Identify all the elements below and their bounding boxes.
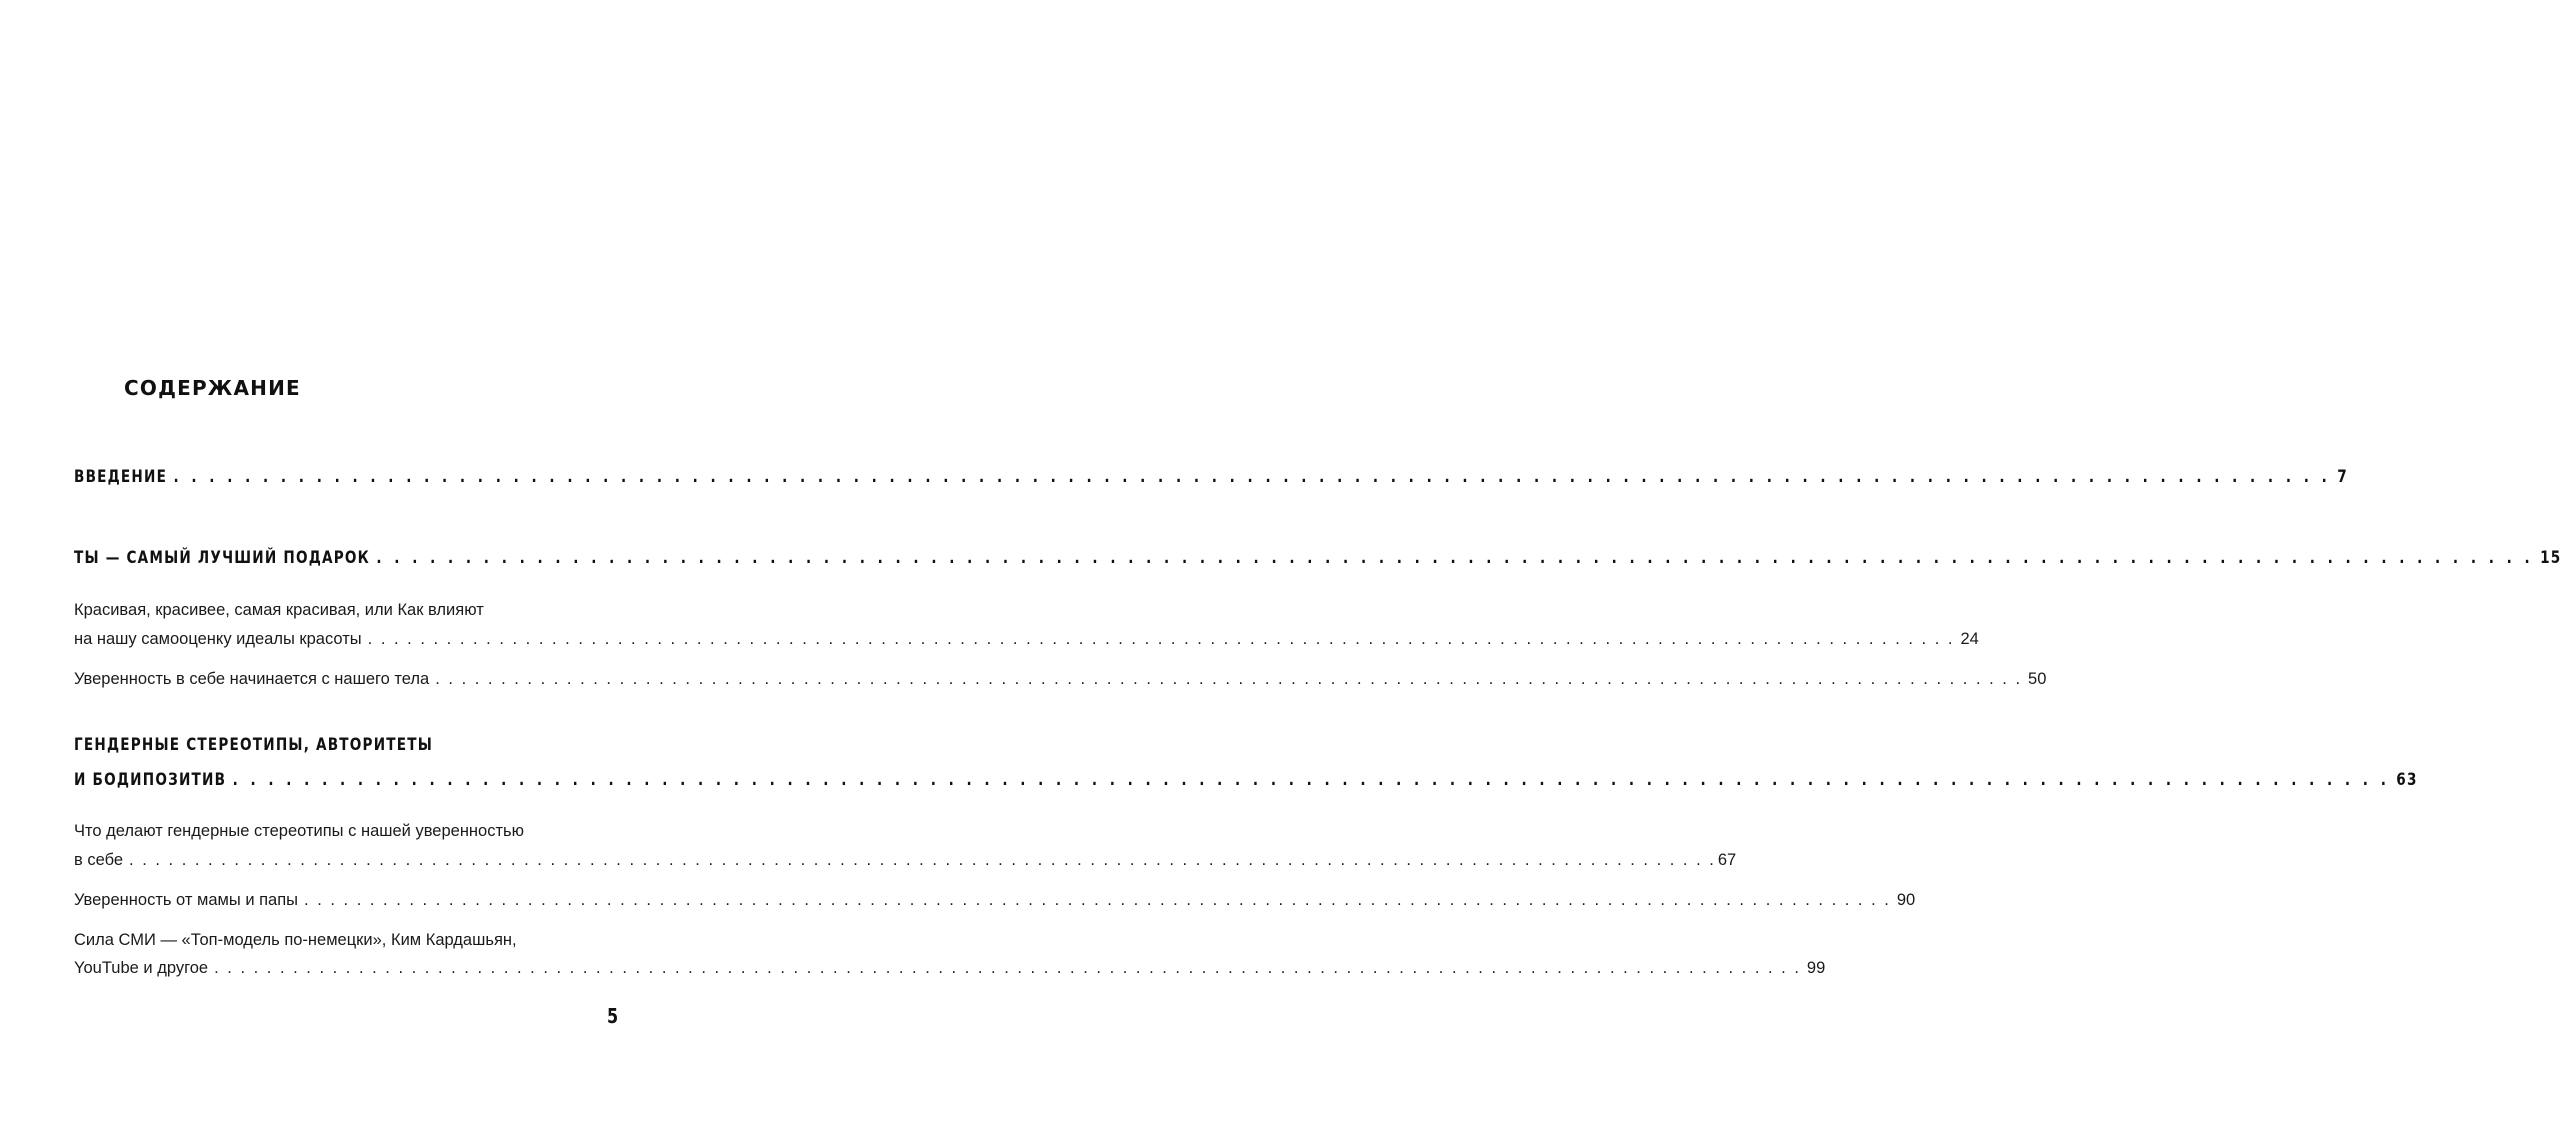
toc-page-number: 15: [2540, 548, 2561, 568]
toc-entry: [74, 630, 1979, 649]
toc-chapter-title: ГЕНДЕРНЫЕ СТЕРЕОТИПЫ, АВТОРИТЕТЫ: [74, 735, 434, 755]
toc-dot-leader: . . . . . . . . . . . . . . . . . . . . . . . . . . . . . . . . . . . . . . . . . . . . . . . . . . . . . . . . . . . . . . . . . . . . . . . . . . . . . . . . . . . . . . . . . . . . . . . . . . . . . . . . . . . . . . . . . . . . . . . . .: [129, 851, 1716, 869]
toc-chapter: [74, 770, 2418, 790]
toc-chapter: [74, 548, 2561, 568]
toc-chapter-title: ВВЕДЕНИЕ: [74, 467, 168, 487]
toc-page-number: 90: [1896, 891, 1916, 909]
toc-page-number: 67: [1717, 851, 1737, 869]
page-folio-number: 5: [607, 1004, 619, 1028]
toc-dot-leader: . . . . . . . . . . . . . . . . . . . . . . . . . . . . . . . . . . . . . . . . . . . . . . . . . . . . . . . . . . . . . . . . . . . . . . . . . . . . . . . . . . . . . . . . . . . . . . . . . . . . . . . . . . . . . . . . . . . . . . . . .: [435, 670, 2023, 688]
toc-page-number: 99: [1806, 959, 1826, 977]
toc-entry: [74, 959, 1826, 978]
toc-dot-leader: . . . . . . . . . . . . . . . . . . . . . . . . . . . . . . . . . . . . . . . . . . . . . . . . . . . . . . . . . . . . . . . . . . . . . . . . . . . . . . . . . . . . . . . . . . . . . . . . . . . . . . . . . . . . . . . . . . . . . . . . .: [376, 548, 2534, 568]
toc-entry-title: Красивая, красивее, самая красивая, или Как влияют: [74, 601, 484, 619]
toc-page-number: 63: [2396, 770, 2418, 790]
toc-entry-title: в себе: [74, 851, 124, 869]
toc-entry-title: Уверенность в себе начинается с нашего тела: [74, 670, 430, 688]
toc-page-number: 24: [1960, 630, 1979, 648]
toc-entry-title: на нашу самооценку идеалы красоты: [74, 630, 362, 648]
toc-dot-leader: . . . . . . . . . . . . . . . . . . . . . . . . . . . . . . . . . . . . . . . . . . . . . . . . . . . . . . . . . . . . . . . . . . . . . . . . . . . . . . . . . . . . . . . . . . . . . . . . . . . . . . . . . . . . . . . . . . . . . . . . .: [304, 891, 1891, 909]
toc-entry: [74, 670, 2047, 689]
toc-entry-title: Что делают гендерные стереотипы с нашей уверенностью: [74, 822, 524, 840]
toc-entry-title: Сила СМИ — «Топ-модель по-немецки», Ким Кардашьян,: [74, 931, 517, 949]
toc-entry: [74, 851, 1737, 870]
toc-entry-title: Уверенность от мамы и папы: [74, 891, 299, 909]
toc-chapter: [74, 467, 2348, 487]
toc-chapter-title: ТЫ — САМЫЙ ЛУЧШИЙ ПОДАРОК: [74, 548, 370, 568]
toc-chapter-line: [74, 735, 580, 755]
toc-entry-line: [74, 822, 580, 841]
toc-dot-leader: . . . . . . . . . . . . . . . . . . . . . . . . . . . . . . . . . . . . . . . . . . . . . . . . . . . . . . . . . . . . . . . . . . . . . . . . . . . . . . . . . . . . . . . . . . . . . . . . . . . . . . . . . . . . . . . . . . . . . . . . .: [173, 467, 2331, 487]
toc-dot-leader: . . . . . . . . . . . . . . . . . . . . . . . . . . . . . . . . . . . . . . . . . . . . . . . . . . . . . . . . . . . . . . . . . . . . . . . . . . . . . . . . . . . . . . . . . . . . . . . . . . . . . . . . . . . . . . . . . . . . . . . . .: [214, 959, 1801, 977]
toc-page-number: 50: [2028, 670, 2047, 688]
toc-entry-title: YouTube и другое: [74, 959, 209, 977]
toc-chapter-title: И БОДИПОЗИТИВ: [74, 770, 227, 790]
toc-entry-line: [74, 931, 580, 950]
toc-heading: СОДЕРЖАНИЕ: [124, 376, 301, 400]
toc-entry-line: [74, 601, 580, 620]
toc-page-number: 7: [2337, 467, 2348, 487]
toc-dot-leader: . . . . . . . . . . . . . . . . . . . . . . . . . . . . . . . . . . . . . . . . . . . . . . . . . . . . . . . . . . . . . . . . . . . . . . . . . . . . . . . . . . . . . . . . . . . . . . . . . . . . . . . . . . . . . . . . . . . . . . . . .: [367, 630, 1955, 648]
toc-entry: [74, 891, 1916, 910]
toc-dot-leader: . . . . . . . . . . . . . . . . . . . . . . . . . . . . . . . . . . . . . . . . . . . . . . . . . . . . . . . . . . . . . . . . . . . . . . . . . . . . . . . . . . . . . . . . . . . . . . . . . . . . . . . . . . . . . . . . . . . . . . . . .: [232, 770, 2390, 790]
